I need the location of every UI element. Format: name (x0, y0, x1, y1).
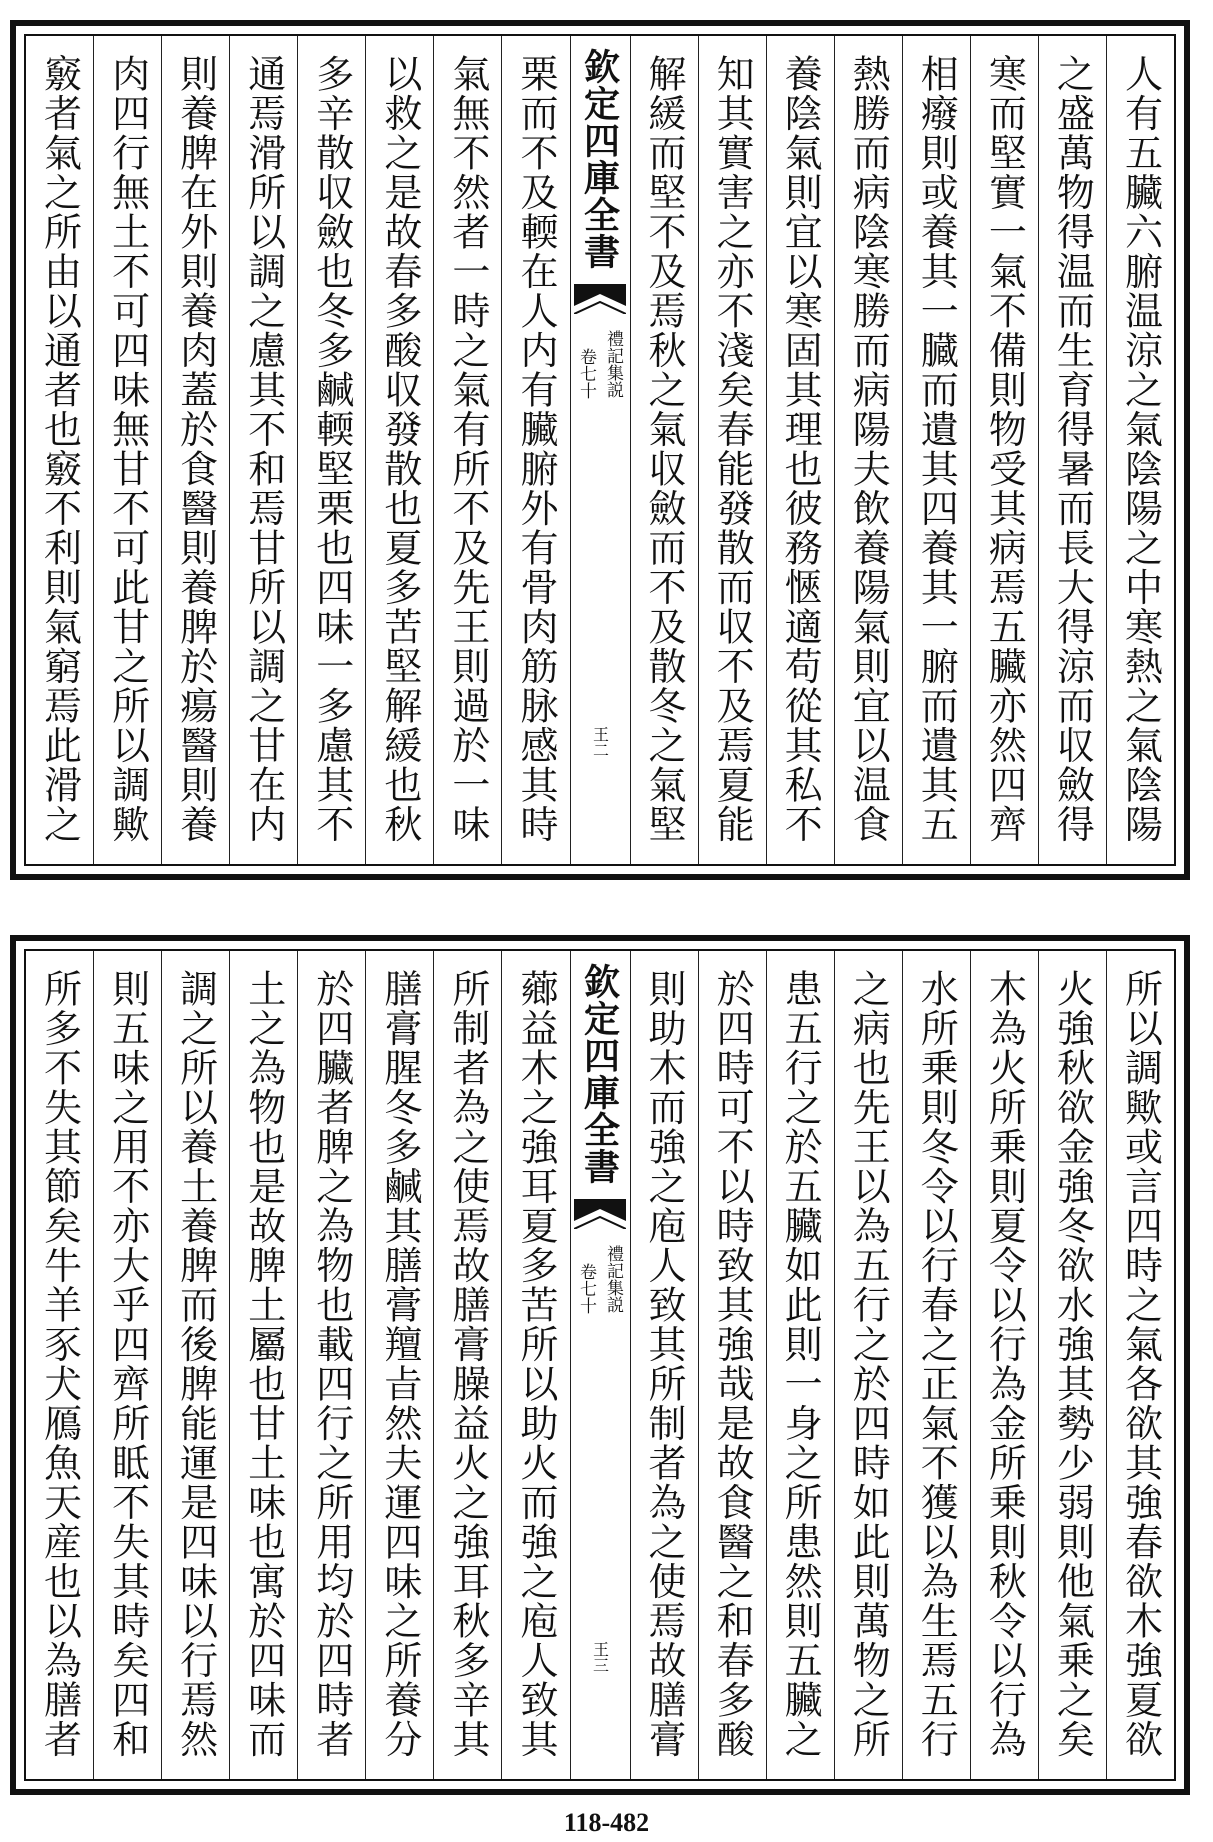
text-column: 膳膏腥冬多鹹其膳膏羶㫖然夫運四味之所養分 (365, 951, 433, 1779)
footer-page-id: 118-482 (563, 1808, 650, 1837)
text-column: 木為火所乗則夏令以行為金所乗則秋令以行為 (970, 951, 1038, 1779)
text-column: 相癈則或養其一臓而遺其四養其一腑而遺其五 (902, 36, 970, 864)
text-column: 水所乗則冬令以行春之正氣不獲以為生焉五行 (902, 951, 970, 1779)
page-top-frame (24, 34, 1176, 866)
text-column: 患五行之於五臟如此則一身之所患然則五臟之 (766, 951, 834, 1779)
text-column: 肉四行無土不可四味無甘不可此甘之所以調歟 (93, 36, 161, 864)
text-column: 氣無不然者一時之氣有所不及先王則過於一味 (433, 36, 501, 864)
page-bottom (10, 935, 1190, 1795)
volume-title: 禮記集説 (603, 1245, 623, 1313)
book-title: 欽定四庫全書 (578, 963, 621, 1185)
leaf-number: 王三 (590, 1641, 610, 1673)
center-fold-column (570, 36, 630, 864)
page-bottom-frame (24, 949, 1176, 1781)
text-column: 調之所以養土養脾而後脾能運是四味以行焉然 (161, 951, 229, 1779)
text-column: 知其實害之亦不淺矣春能發散而収不及焉夏能 (698, 36, 766, 864)
text-column: 則助木而強之庖人致其所制者為之使焉故膳膏 (630, 951, 698, 1779)
leaf-number: 王二 (590, 726, 610, 758)
text-column: 則養脾在外則養肉蓋於食醫則養脾於瘍醫則養 (161, 36, 229, 864)
text-column: 熱勝而病陰寒勝而病陽夫飲養陽氣則宜以温食 (834, 36, 902, 864)
text-column: 薌益木之強耳夏多苦所以助火而強之庖人致其 (501, 951, 569, 1779)
text-column: 多辛散収斂也冬多鹹輭堅栗也四味一多慮其不 (297, 36, 365, 864)
text-column: 之病也先王以為五行之於四時如此則萬物之所 (834, 951, 902, 1779)
text-column: 於四臟者脾之為物也載四行之所用均於四時者 (297, 951, 365, 1779)
text-column: 栗而不及輭在人内有臟腑外有骨肉筋脉感其時 (501, 36, 569, 864)
fishtail-mark-icon (574, 1199, 626, 1229)
text-column: 竅者氣之所由以通者也竅不利則氣窮焉此滑之 (37, 54, 82, 844)
text-column: 通焉滑所以調之慮其不和焉甘所以調之甘在内 (229, 36, 297, 864)
text-column: 所以調歟或言四時之氣各欲其強春欲木強夏欲 (1106, 951, 1174, 1779)
text-column: 寒而堅實一氣不備則物受其病焉五臟亦然四齊 (970, 36, 1038, 864)
text-column: 所多不失其節矣牛羊豕犬鴈魚天産也以為膳者 (37, 969, 82, 1759)
volume-info (574, 1235, 626, 1314)
text-column: 之盛萬物得温而生育得暑而長大得涼而収斂得 (1038, 36, 1106, 864)
juan-number: 卷七十 (576, 1263, 596, 1314)
juan-number: 卷七十 (576, 348, 596, 399)
center-fold-column (570, 951, 630, 1779)
text-column: 所制者為之使焉故膳膏臊益火之強耳秋多辛其 (433, 951, 501, 1779)
volume-title: 禮記集説 (603, 330, 623, 398)
book-title: 欽定四庫全書 (578, 48, 621, 270)
text-column: 養陰氣則宜以寒固其理也彼務愜適苟從其私不 (766, 36, 834, 864)
page-top (10, 20, 1190, 880)
text-column: 人有五臟六腑温涼之氣陰陽之中寒熱之氣陰陽 (1106, 36, 1174, 864)
text-column: 火強秋欲金強冬欲水強其勢少弱則他氣乗之矣 (1038, 951, 1106, 1779)
text-column: 則五味之用不亦大乎四齊所眡不失其時矣四和 (93, 951, 161, 1779)
text-column: 於四時可不以時致其強哉是故食醫之和春多酸 (698, 951, 766, 1779)
volume-info (574, 320, 626, 399)
text-column: 土之為物也是故脾土屬也甘土味也寓於四味而 (229, 951, 297, 1779)
text-column: 解緩而堅不及焉秋之氣収斂而不及散冬之氣堅 (630, 36, 698, 864)
text-column: 以救之是故春多酸収發散也夏多苦堅解緩也秋 (365, 36, 433, 864)
fishtail-mark-icon (574, 284, 626, 314)
